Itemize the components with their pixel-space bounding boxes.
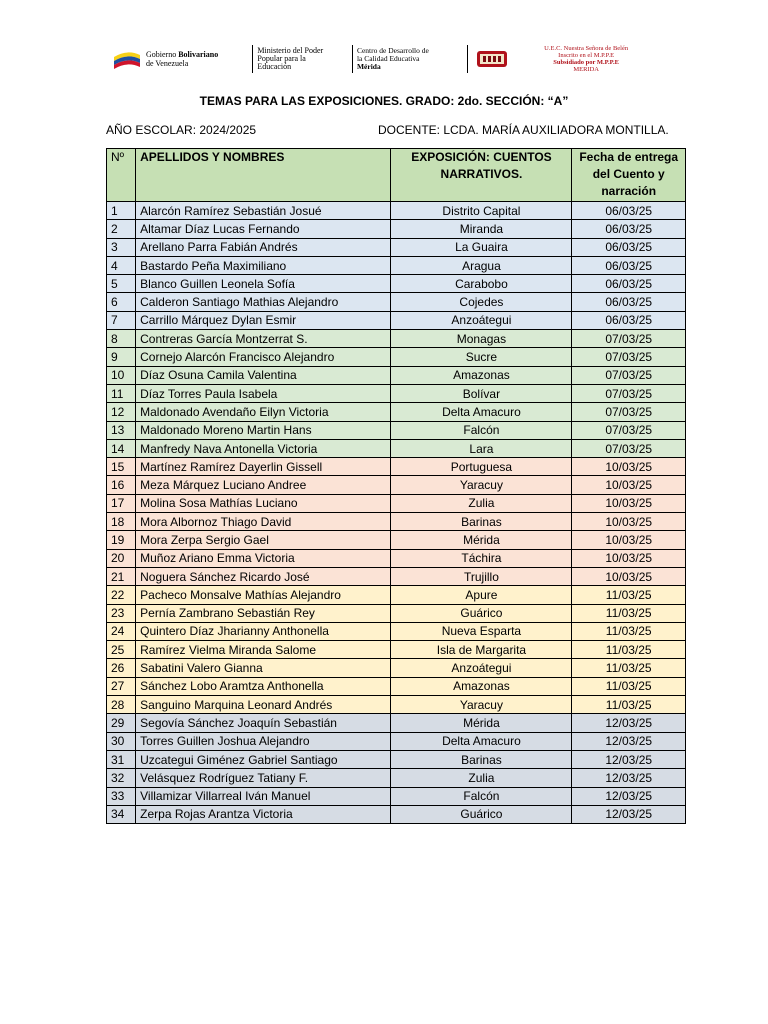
table-row: [107, 476, 686, 494]
table-row: [107, 494, 686, 512]
cell-number: 14: [107, 439, 136, 457]
cell-number: 10: [107, 366, 136, 384]
ministry-name: [257, 47, 348, 71]
table-row: [107, 458, 686, 476]
cell-date: 07/03/25: [572, 403, 686, 421]
cell-name: Sánchez Lobo Aramtza Anthonella: [136, 677, 391, 695]
cell-date: 12/03/25: [572, 805, 686, 823]
cell-name: Muñoz Ariano Emma Victoria: [136, 549, 391, 567]
cell-name: Arellano Parra Fabián Andrés: [136, 238, 391, 256]
cell-exposition: Apure: [391, 586, 572, 604]
cell-date: 06/03/25: [572, 275, 686, 293]
cell-number: 1: [107, 202, 136, 220]
cell-name: Maldonado Moreno Martin Hans: [136, 421, 391, 439]
school-name: [512, 45, 660, 73]
cell-name: Velásquez Rodríguez Tatiany F.: [136, 769, 391, 787]
cell-number: 2: [107, 220, 136, 238]
table-row: [107, 714, 686, 732]
cell-number: 31: [107, 750, 136, 768]
center-city: Mérida: [356, 62, 381, 71]
cell-name: Uzcategui Giménez Gabriel Santiago: [136, 750, 391, 768]
table-row: [107, 641, 686, 659]
cell-name: Sanguino Marquina Leonard Andrés: [136, 696, 391, 714]
cell-name: Pernía Zambrano Sebastián Rey: [136, 604, 391, 622]
cell-date: 10/03/25: [572, 476, 686, 494]
cell-exposition: Delta Amacuro: [391, 732, 572, 750]
cell-exposition: Miranda: [391, 220, 572, 238]
table-row: [107, 513, 686, 531]
cell-name: Carrillo Márquez Dylan Esmir: [136, 311, 391, 329]
center-line2: la Calidad Educativa: [356, 54, 420, 63]
table-row: [107, 384, 686, 402]
cell-name: Manfredy Nava Antonella Victoria: [136, 439, 391, 457]
gov-line1: Gobierno: [146, 50, 177, 59]
school-line1: U.E.C. Nuestra Señora de Belén: [544, 45, 629, 52]
table-row: [107, 348, 686, 366]
cell-date: 07/03/25: [572, 421, 686, 439]
cell-exposition: Sucre: [391, 348, 572, 366]
table-row: [107, 256, 686, 274]
cell-exposition: Zulia: [391, 494, 572, 512]
cell-date: 12/03/25: [572, 714, 686, 732]
cell-date: 06/03/25: [572, 311, 686, 329]
cell-date: 12/03/25: [572, 750, 686, 768]
cell-date: 11/03/25: [572, 659, 686, 677]
cell-number: 4: [107, 256, 136, 274]
cell-name: Pacheco Monsalve Mathías Alejandro: [136, 586, 391, 604]
cell-exposition: Falcón: [391, 421, 572, 439]
cell-number: 30: [107, 732, 136, 750]
cell-name: Mora Albornoz Thiago David: [136, 513, 391, 531]
cell-date: 11/03/25: [572, 677, 686, 695]
cell-exposition: Yaracuy: [391, 696, 572, 714]
table-row: [107, 696, 686, 714]
ministry-line1: Ministerio del Poder: [257, 46, 324, 55]
cell-name: Díaz Torres Paula Isabela: [136, 384, 391, 402]
cell-name: Maldonado Avendaño Eilyn Victoria: [136, 403, 391, 421]
cell-number: 23: [107, 604, 136, 622]
divider: [252, 45, 253, 73]
cell-exposition: Barinas: [391, 513, 572, 531]
cell-name: Altamar Díaz Lucas Fernando: [136, 220, 391, 238]
cell-date: 11/03/25: [572, 622, 686, 640]
table-row: [107, 732, 686, 750]
header-number: Nº: [107, 149, 136, 202]
cell-exposition: Monagas: [391, 330, 572, 348]
cell-number: 26: [107, 659, 136, 677]
cell-exposition: La Guaira: [391, 238, 572, 256]
government-name: [146, 50, 248, 68]
cell-exposition: Táchira: [391, 549, 572, 567]
cell-name: Contreras García Montzerrat S.: [136, 330, 391, 348]
cell-date: 06/03/25: [572, 256, 686, 274]
cell-number: 16: [107, 476, 136, 494]
cell-name: Torres Guillen Joshua Alejandro: [136, 732, 391, 750]
table-row: [107, 805, 686, 823]
table-row: [107, 750, 686, 768]
table-row: [107, 586, 686, 604]
table-row: [107, 311, 686, 329]
table-row: [107, 659, 686, 677]
cell-name: Cornejo Alarcón Francisco Alejandro: [136, 348, 391, 366]
cell-number: 9: [107, 348, 136, 366]
header-exposition: EXPOSICIÓN: CUENTOS NARRATIVOS.: [391, 149, 572, 202]
table-row: [107, 567, 686, 585]
cell-exposition: Trujillo: [391, 567, 572, 585]
cell-exposition: Portuguesa: [391, 458, 572, 476]
table-row: [107, 677, 686, 695]
development-center-name: [357, 47, 463, 71]
table-row: [107, 366, 686, 384]
center-line1: Centro de Desarrollo de: [356, 46, 429, 55]
cell-date: 10/03/25: [572, 567, 686, 585]
cell-number: 25: [107, 641, 136, 659]
cell-exposition: Isla de Margarita: [391, 641, 572, 659]
table-body: [107, 202, 686, 824]
cell-number: 11: [107, 384, 136, 402]
cell-number: 12: [107, 403, 136, 421]
cell-name: Meza Márquez Luciano Andree: [136, 476, 391, 494]
cell-exposition: Anzoátegui: [391, 659, 572, 677]
cell-date: 12/03/25: [572, 787, 686, 805]
table-row: [107, 531, 686, 549]
table-row: [107, 403, 686, 421]
cell-name: Quintero Díaz Jharianny Anthonella: [136, 622, 391, 640]
ministry-line3: Educación: [257, 62, 292, 71]
cell-date: 10/03/25: [572, 458, 686, 476]
cell-exposition: Mérida: [391, 714, 572, 732]
school-year: AÑO ESCOLAR: 2024/2025: [106, 123, 257, 137]
cell-date: 11/03/25: [572, 586, 686, 604]
cell-name: Ramírez Vielma Miranda Salome: [136, 641, 391, 659]
cell-name: Martínez Ramírez Dayerlin Gissell: [136, 458, 391, 476]
cell-number: 24: [107, 622, 136, 640]
cell-number: 8: [107, 330, 136, 348]
table-row: [107, 622, 686, 640]
cell-number: 32: [107, 769, 136, 787]
cell-date: 10/03/25: [572, 531, 686, 549]
cell-number: 33: [107, 787, 136, 805]
cell-exposition: Yaracuy: [391, 476, 572, 494]
document-title: TEMAS PARA LAS EXPOSICIONES. GRADO: 2do. SECCIÓN: “A”: [199, 94, 569, 108]
cell-exposition: Nueva Esparta: [391, 622, 572, 640]
school-line2: Inscrito en el M.P.P.E: [558, 52, 615, 59]
cell-date: 06/03/25: [572, 238, 686, 256]
cell-number: 3: [107, 238, 136, 256]
teacher-name: DOCENTE: LCDA. MARÍA AUXILIADORA MONTILLA.: [378, 123, 669, 137]
cell-name: Villamizar Villarreal Iván Manuel: [136, 787, 391, 805]
cell-exposition: Cojedes: [391, 293, 572, 311]
cell-date: 10/03/25: [572, 494, 686, 512]
table-row: [107, 238, 686, 256]
table-row: [107, 202, 686, 220]
cell-exposition: Mérida: [391, 531, 572, 549]
cell-name: Díaz Osuna Camila Valentina: [136, 366, 391, 384]
cell-number: 22: [107, 586, 136, 604]
cell-exposition: Guárico: [391, 805, 572, 823]
table-row: [107, 293, 686, 311]
cell-number: 15: [107, 458, 136, 476]
cell-date: 11/03/25: [572, 641, 686, 659]
cell-exposition: Delta Amacuro: [391, 403, 572, 421]
divider: [467, 45, 468, 73]
gov-line1-bold: Bolivariano: [178, 50, 219, 59]
cell-date: 07/03/25: [572, 366, 686, 384]
cell-name: Calderon Santiago Mathias Alejandro: [136, 293, 391, 311]
cell-exposition: Guárico: [391, 604, 572, 622]
cell-name: Bastardo Peña Maximiliano: [136, 256, 391, 274]
cell-date: 10/03/25: [572, 549, 686, 567]
cell-date: 07/03/25: [572, 348, 686, 366]
institution-banner: [112, 44, 660, 74]
cell-name: Sabatini Valero Gianna: [136, 659, 391, 677]
ministry-line2: Popular para la: [257, 54, 306, 63]
cell-date: 07/03/25: [572, 439, 686, 457]
cell-exposition: Amazonas: [391, 677, 572, 695]
cell-exposition: Falcón: [391, 787, 572, 805]
cell-name: Zerpa Rojas Arantza Victoria: [136, 805, 391, 823]
cell-name: Molina Sosa Mathías Luciano: [136, 494, 391, 512]
cell-name: Blanco Guillen Leonela Sofía: [136, 275, 391, 293]
cell-exposition: Barinas: [391, 750, 572, 768]
table-header-row: [107, 149, 686, 202]
cell-number: 17: [107, 494, 136, 512]
cell-name: Noguera Sánchez Ricardo José: [136, 567, 391, 585]
school-line3: Subsidiado por M.P.P.E: [553, 59, 619, 66]
venezuela-flag-icon: [112, 49, 142, 69]
table-row: [107, 604, 686, 622]
cell-number: 28: [107, 696, 136, 714]
table-row: [107, 439, 686, 457]
cell-date: 12/03/25: [572, 732, 686, 750]
cell-date: 07/03/25: [572, 384, 686, 402]
table-row: [107, 275, 686, 293]
table-row: [107, 787, 686, 805]
cell-number: 5: [107, 275, 136, 293]
cell-number: 6: [107, 293, 136, 311]
header-date: Fecha de entrega del Cuento y narración: [572, 149, 686, 202]
cell-number: 18: [107, 513, 136, 531]
cell-exposition: Lara: [391, 439, 572, 457]
cell-date: 07/03/25: [572, 330, 686, 348]
cell-date: 11/03/25: [572, 604, 686, 622]
gov-line2: de Venezuela: [146, 59, 189, 68]
cell-number: 20: [107, 549, 136, 567]
cell-exposition: Aragua: [391, 256, 572, 274]
cell-date: 06/03/25: [572, 220, 686, 238]
cell-date: 11/03/25: [572, 696, 686, 714]
cell-date: 06/03/25: [572, 293, 686, 311]
cell-date: 12/03/25: [572, 769, 686, 787]
cell-number: 34: [107, 805, 136, 823]
cell-number: 7: [107, 311, 136, 329]
cell-exposition: Carabobo: [391, 275, 572, 293]
cell-number: 21: [107, 567, 136, 585]
table-row: [107, 549, 686, 567]
table-row: [107, 769, 686, 787]
cell-exposition: Bolívar: [391, 384, 572, 402]
cell-exposition: Amazonas: [391, 366, 572, 384]
cell-exposition: Anzoátegui: [391, 311, 572, 329]
cell-number: 13: [107, 421, 136, 439]
cell-name: Segovía Sánchez Joaquín Sebastián: [136, 714, 391, 732]
cell-date: 10/03/25: [572, 513, 686, 531]
school-line4: MERIDA: [573, 66, 599, 73]
cell-exposition: Distrito Capital: [391, 202, 572, 220]
divider: [352, 45, 353, 73]
cell-exposition: Zulia: [391, 769, 572, 787]
header-name: APELLIDOS Y NOMBRES: [136, 149, 391, 202]
cell-name: Mora Zerpa Sergio Gael: [136, 531, 391, 549]
cell-number: 29: [107, 714, 136, 732]
table-row: [107, 421, 686, 439]
cell-date: 06/03/25: [572, 202, 686, 220]
table-row: [107, 330, 686, 348]
cell-number: 27: [107, 677, 136, 695]
cell-name: Alarcón Ramírez Sebastián Josué: [136, 202, 391, 220]
table-row: [107, 220, 686, 238]
school-crest-icon: [476, 48, 508, 70]
cell-number: 19: [107, 531, 136, 549]
student-topics-table: [106, 148, 686, 824]
